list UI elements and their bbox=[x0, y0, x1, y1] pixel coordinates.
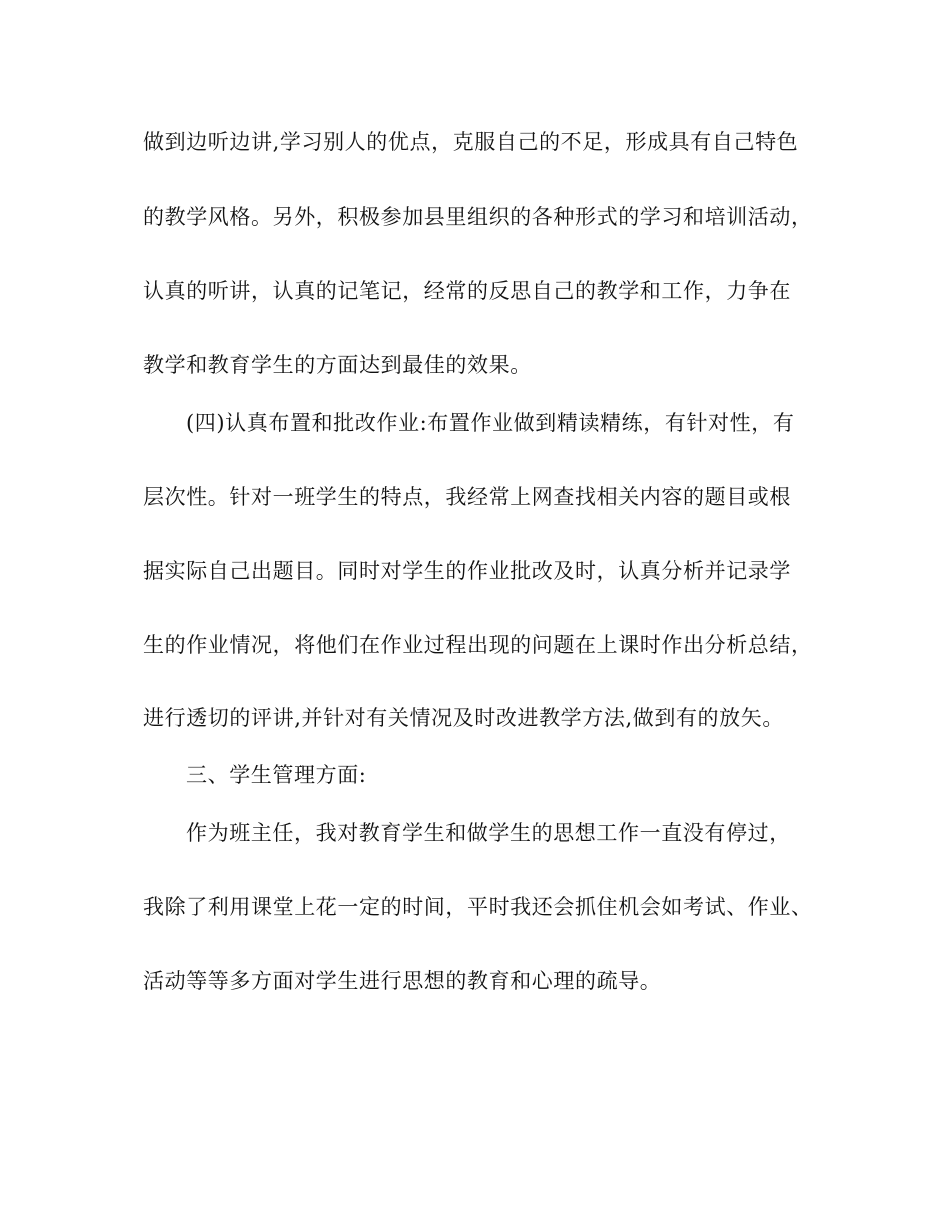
paragraph-line: 教学和教育学生的方面达到最佳的效果。 bbox=[143, 353, 532, 377]
paragraph-line: (四)认真布置和批改作业:布置作业做到精读精练，有针对性，有 bbox=[186, 411, 795, 435]
paragraph-line: 进行透切的评讲,并针对有关情况及时改进教学方法,做到有的放矢。 bbox=[143, 706, 784, 730]
paragraph-line: 活动等等多方面对学生进行思想的教育和心理的疏导。 bbox=[143, 969, 662, 993]
paragraph-line: 作为班主任，我对教育学生和做学生的思想工作一直没有停过， bbox=[186, 821, 791, 845]
paragraph-line: 我除了利用课堂上花一定的时间，平时我还会抓住机会如考试、作业、 bbox=[143, 895, 813, 919]
paragraph-line: 的教学风格。另外，积极参加县里组织的各种形式的学习和培训活动， bbox=[143, 205, 813, 229]
paragraph-line: 据实际自己出题目。同时对学生的作业批改及时，认真分析并记录学 bbox=[143, 559, 791, 583]
paragraph-line: 认真的听讲，认真的记笔记，经常的反思自己的教学和工作，力争在 bbox=[143, 279, 791, 303]
paragraph-line: 生的作业情况，将他们在作业过程出现的问题在上课时作出分析总结， bbox=[143, 633, 813, 657]
paragraph-line: 层次性。针对一班学生的特点，我经常上网查找相关内容的题目或根 bbox=[143, 485, 791, 509]
section-heading: 三、学生管理方面: bbox=[186, 763, 367, 787]
paragraph-line: 做到边听边讲,学习别人的优点，克服自己的不足，形成具有自己特色 bbox=[143, 130, 799, 154]
